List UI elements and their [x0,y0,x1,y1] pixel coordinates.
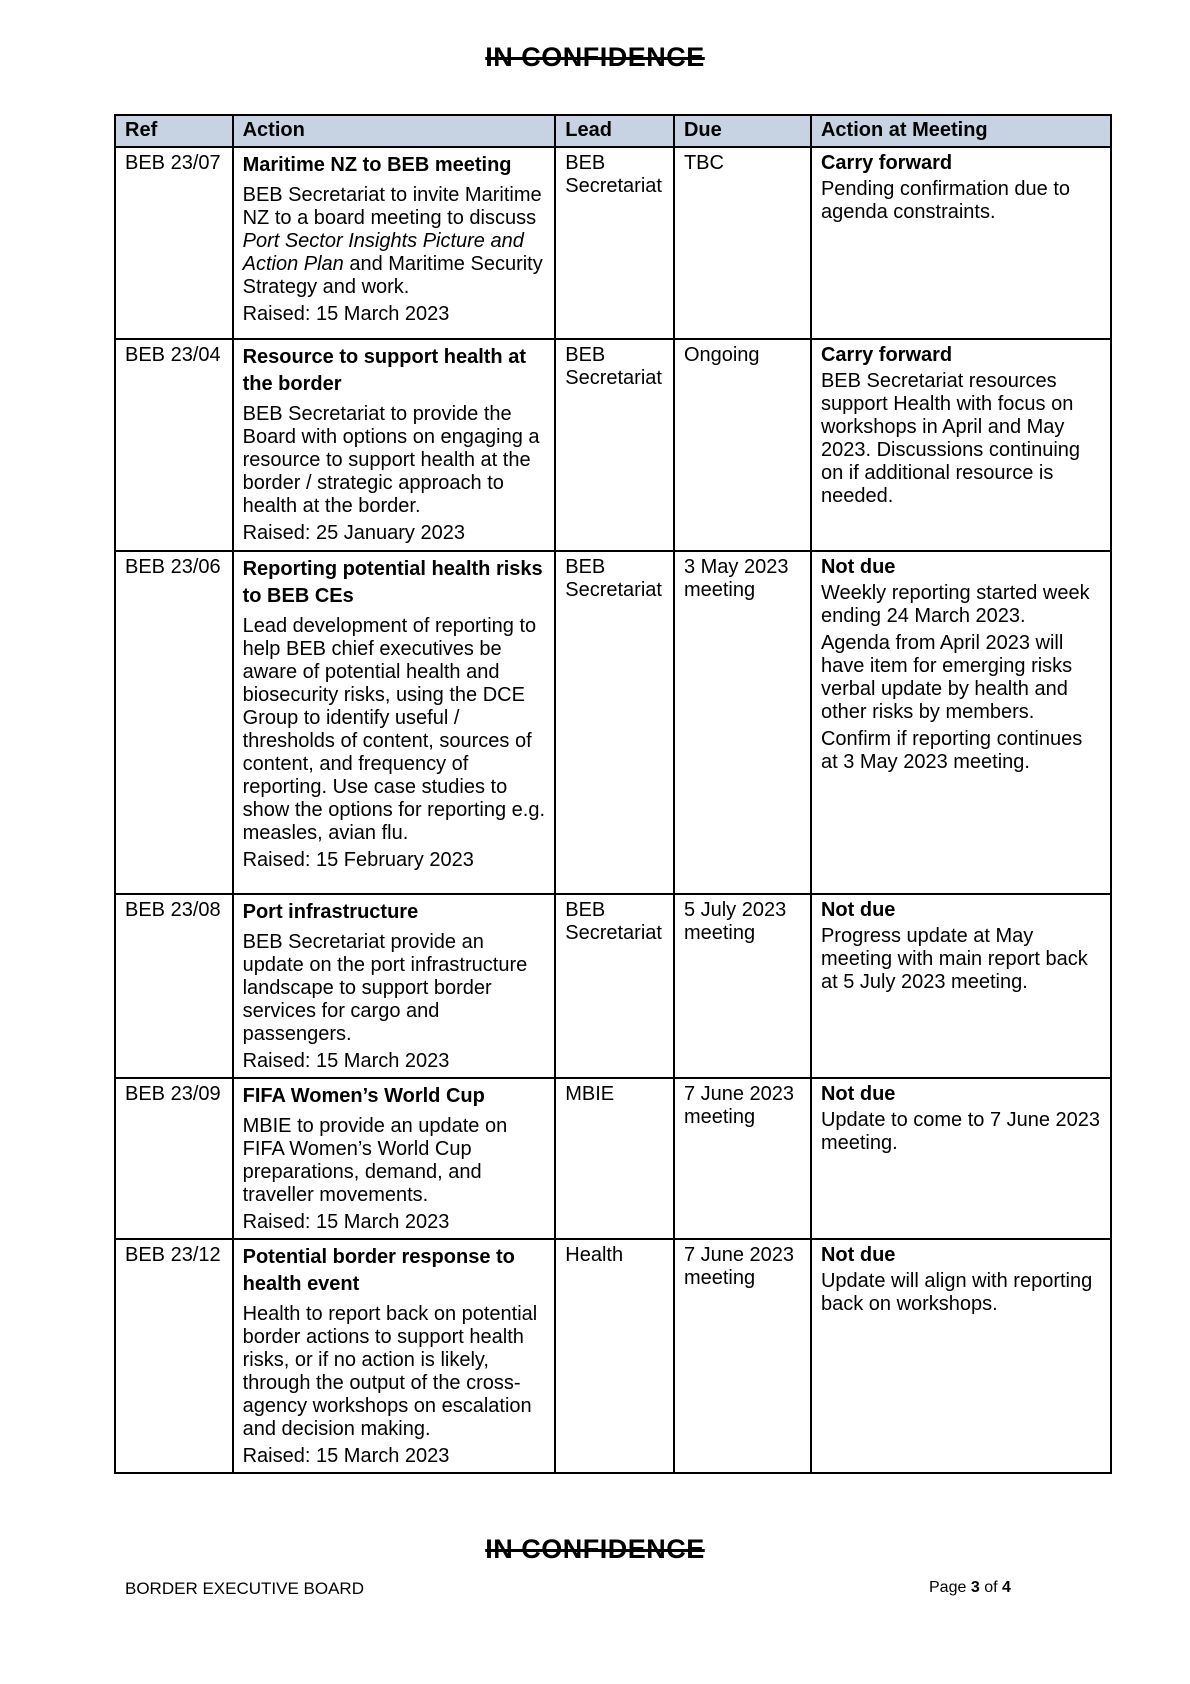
lead-cell: BEB Secretariat [555,147,674,339]
table-header-row [115,115,1111,147]
action-at-meeting-cell [811,894,1111,1078]
meeting-note: Pending confirmation due to agenda constraints. [820,178,1071,223]
status-label: Not due [820,556,896,578]
action-cell [233,1078,556,1239]
action-description-text: BEB Secretariat to invite Maritime NZ to a board meeting to discuss [242,184,542,229]
action-description-text: and Maritime Security Strategy and work. [242,253,543,298]
table-row [115,1078,1111,1239]
action-at-meeting-cell [811,1239,1111,1473]
action-cell [233,339,556,551]
page-number: Page 3 of 4 [929,1579,1011,1596]
classification-footer: IN CONFIDENCE [485,1534,705,1564]
lead-cell: MBIE [555,1078,674,1239]
action-description [243,184,546,299]
due-cell: 3 May 2023 meeting [674,551,811,894]
raised-date: Raised: 15 March 2023 [242,1050,450,1072]
action-description-text: BEB Secretariat to provide the Board with options on engaging a resource to support health at the border / strategic approach to health at the border. [242,403,540,517]
action-description-text: BEB Secretariat provide an update on the port infrastructure landscape to support border services for cargo and passengers. [242,931,528,1045]
footer-org-name: BORDER EXECUTIVE BOARD [125,1579,364,1598]
due-cell: 7 June 2023 meeting [674,1078,811,1239]
column-header-ref: Ref [115,115,233,147]
action-cell [233,1239,556,1473]
action-description-text: Health to report back on potential border actions to support health risks, or if no action is likely, through the output of the cross-agency workshops on escalation and decision making. [242,1303,538,1440]
column-header-lead: Lead [555,115,674,147]
ref-cell: BEB 23/06 [115,551,233,894]
ref-cell: BEB 23/07 [115,147,233,339]
action-description [243,1303,546,1441]
action-title: Maritime NZ to BEB meeting [242,154,512,176]
column-header-action-at-meeting: Action at Meeting [811,115,1111,147]
action-title: Resource to support health at the border [242,346,526,395]
status-label: Carry forward [820,152,953,174]
action-cell [233,147,556,339]
action-at-meeting-cell [811,147,1111,339]
raised-date: Raised: 25 January 2023 [242,522,465,544]
action-description [243,1115,546,1207]
action-description-text: Lead development of reporting to help BEB chief executives be aware of potential health and biosecurity risks, using the DCE Group to identify useful / thresholds of content, sources of content, and frequency of reporting. Use case studies to show the options for reporting e.g. measles, avian flu. [242,615,546,844]
action-at-meeting-cell [811,551,1111,894]
action-items-table [114,114,1112,1474]
ref-cell: BEB 23/08 [115,894,233,1078]
action-title: Port infrastructure [242,901,419,923]
meeting-note: BEB Secretariat resources support Health with focus on workshops in April and May 2023. Discussions continuing on if additional resource is needed. [820,370,1081,507]
status-label: Not due [820,1244,896,1266]
meeting-note: Update to come to 7 June 2023 meeting. [820,1109,1101,1154]
raised-date: Raised: 15 March 2023 [242,1211,450,1233]
lead-cell: BEB Secretariat [555,894,674,1078]
action-title: Reporting potential health risks to BEB CEs [242,558,543,607]
action-at-meeting-cell [811,339,1111,551]
table-row [115,147,1111,339]
classification-header: IN CONFIDENCE [485,42,705,72]
column-header-due: Due [674,115,811,147]
action-description-text: MBIE to provide an update on FIFA Women’s World Cup preparations, demand, and traveller movements. [242,1115,508,1206]
action-cell [233,551,556,894]
action-description [243,403,546,518]
status-label: Not due [820,899,896,921]
meeting-note: Progress update at May meeting with main report back at 5 July 2023 meeting. [820,925,1088,993]
table-row [115,551,1111,894]
meeting-note: Agenda from April 2023 will have item for emerging risks verbal update by health and other risks by members. [820,632,1073,723]
due-cell: 5 July 2023 meeting [674,894,811,1078]
ref-cell: BEB 23/12 [115,1239,233,1473]
raised-date: Raised: 15 March 2023 [242,303,450,325]
lead-cell: Health [555,1239,674,1473]
ref-cell: BEB 23/04 [115,339,233,551]
table-row [115,894,1111,1078]
meeting-note: Update will align with reporting back on workshops. [820,1270,1093,1315]
action-title: FIFA Women’s World Cup [242,1085,485,1107]
column-header-action: Action [233,115,556,147]
action-cell [233,894,556,1078]
table-row [115,1239,1111,1473]
meeting-note: Confirm if reporting continues at 3 May 2023 meeting. [820,728,1083,773]
status-label: Not due [820,1083,896,1105]
action-description [243,615,546,845]
due-cell: Ongoing [674,339,811,551]
action-description [243,931,546,1046]
due-cell: TBC [674,147,811,339]
due-cell: 7 June 2023 meeting [674,1239,811,1473]
meeting-note: Weekly reporting started week ending 24 March 2023. [820,582,1090,627]
action-description-italic: Port Sector Insights Picture and Action Plan [242,230,524,275]
raised-date: Raised: 15 March 2023 [242,1445,450,1467]
status-label: Carry forward [820,344,953,366]
lead-cell: BEB Secretariat [555,339,674,551]
raised-date: Raised: 15 February 2023 [242,849,474,871]
ref-cell: BEB 23/09 [115,1078,233,1239]
action-title: Potential border response to health event [242,1246,515,1295]
table-row [115,339,1111,551]
action-at-meeting-cell [811,1078,1111,1239]
lead-cell: BEB Secretariat [555,551,674,894]
